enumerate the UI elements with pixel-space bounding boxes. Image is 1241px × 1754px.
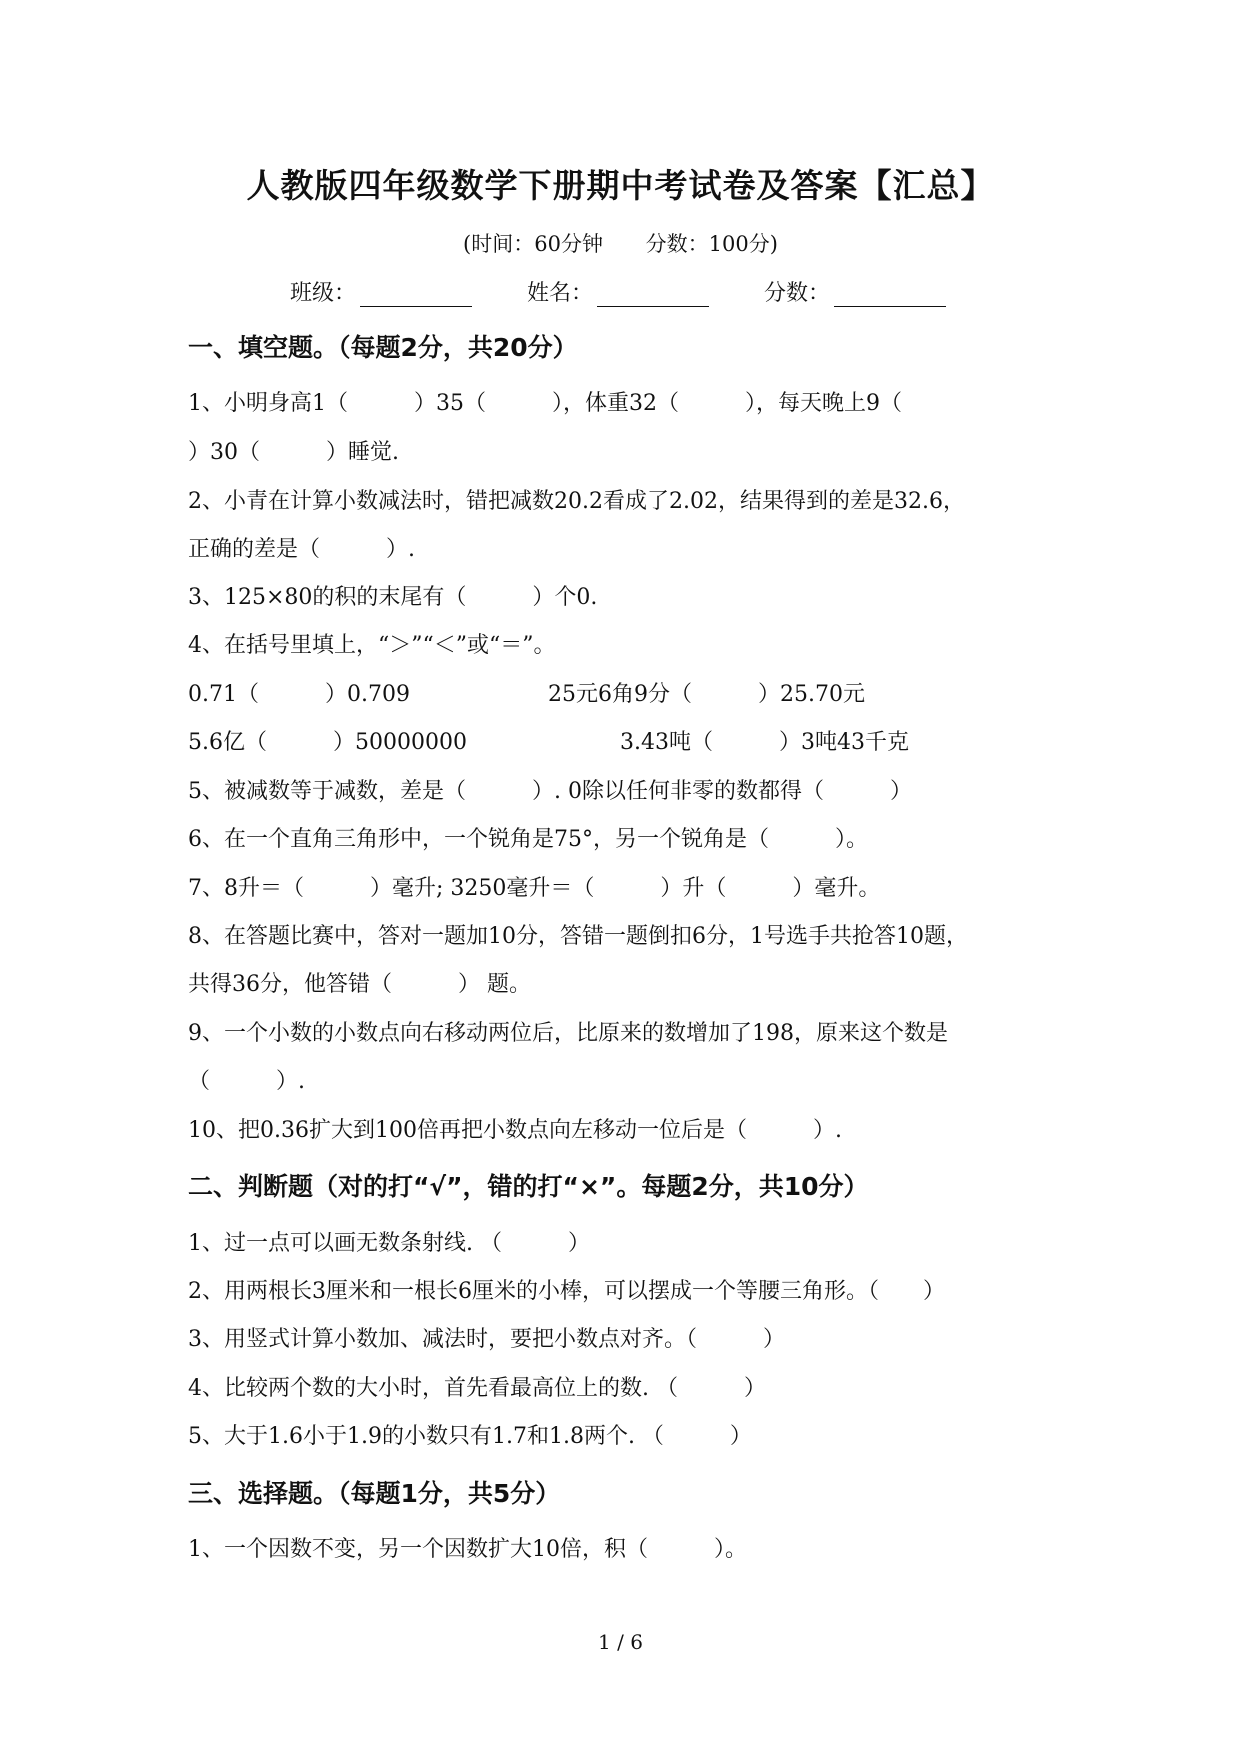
question-line: 9、一个小数的小数点向右移动两位后，比原来的数增加了198，原来这个数是 bbox=[188, 1021, 948, 1046]
question-line: 8、在答题比赛中，答对一题加10分，答错一题倒扣6分，1号选手共抢答10题， bbox=[188, 924, 968, 949]
name-field bbox=[527, 276, 709, 307]
question-line: （ ）. bbox=[188, 1069, 305, 1094]
question-line: 3、125×80的积的末尾有（ ）个0. bbox=[188, 585, 598, 610]
name-blank[interactable] bbox=[597, 284, 709, 307]
class-label: 班级： bbox=[290, 281, 357, 306]
exam-meta bbox=[0, 228, 1241, 258]
question-line: 10、把0.36扩大到100倍再把小数点向左移动一位后是（ ）. bbox=[188, 1118, 842, 1143]
question-line: 1、过一点可以画无数条射线. （ ） bbox=[188, 1231, 590, 1256]
compare-item: 25元6角9分（ ）25.70元 bbox=[548, 682, 865, 707]
question-line: 正确的差是（ ）. bbox=[188, 537, 415, 562]
question-line: 3、用竖式计算小数加、减法时，要把小数点对齐。（ ） bbox=[188, 1327, 785, 1352]
page-number: 1 / 6 bbox=[598, 1630, 643, 1654]
question-line: 共得36分，他答错（ ） 题。 bbox=[188, 972, 531, 997]
section-heading-fill-in: 一、填空题。（每题2分，共20分） bbox=[188, 333, 578, 362]
score-blank[interactable] bbox=[834, 284, 946, 307]
class-field bbox=[290, 276, 472, 307]
question-line: 4、比较两个数的大小时，首先看最高位上的数. （ ） bbox=[188, 1376, 766, 1401]
section-heading-true-false: 二、判断题（对的打“√”，错的打“×”。每题2分，共10分） bbox=[188, 1172, 869, 1201]
question-line: 2、用两根长3厘米和一根长6厘米的小棒，可以摆成一个等腰三角形。（ ） bbox=[188, 1279, 945, 1304]
question-line: ）30（ ）睡觉. bbox=[188, 440, 399, 465]
question-line: 1、一个因数不变，另一个因数扩大10倍，积（ ）。 bbox=[188, 1537, 747, 1562]
time-limit: (时间：60分钟 bbox=[463, 232, 603, 256]
compare-item: 5.6亿（ ）50000000 bbox=[188, 730, 467, 755]
name-label: 姓名： bbox=[527, 281, 594, 306]
score-label: 分数： bbox=[764, 281, 831, 306]
question-line: 4、在括号里填上，“＞”“＜”或“＝”。 bbox=[188, 633, 556, 658]
compare-item: 0.71（ ）0.709 bbox=[188, 682, 410, 707]
question-line: 1、小明身高1（ ）35（ ），体重32（ ），每天晚上9（ bbox=[188, 391, 902, 416]
question-line: 5、大于1.6小于1.9的小数只有1.7和1.8两个. （ ） bbox=[188, 1424, 752, 1449]
question-line: 5、被减数等于减数，差是（ ）. 0除以任何非零的数都得（ ） bbox=[188, 779, 912, 804]
score-field bbox=[764, 276, 946, 307]
compare-item: 3.43吨（ ）3吨43千克 bbox=[620, 730, 909, 755]
page-title: 人教版四年级数学下册期中考试卷及答案【汇总】 bbox=[246, 166, 995, 205]
section-heading-multiple-choice: 三、选择题。（每题1分，共5分） bbox=[188, 1479, 561, 1508]
question-line: 6、在一个直角三角形中，一个锐角是75°，另一个锐角是（ ）。 bbox=[188, 827, 868, 852]
total-score: 分数：100分) bbox=[645, 232, 778, 256]
student-info bbox=[290, 276, 994, 307]
question-line: 2、小青在计算小数减法时，错把减数20.2看成了2.02，结果得到的差是32.6， bbox=[188, 489, 965, 514]
question-line: 7、8升＝（ ）毫升; 3250毫升＝（ ）升（ ）毫升。 bbox=[188, 876, 881, 901]
class-blank[interactable] bbox=[360, 284, 472, 307]
